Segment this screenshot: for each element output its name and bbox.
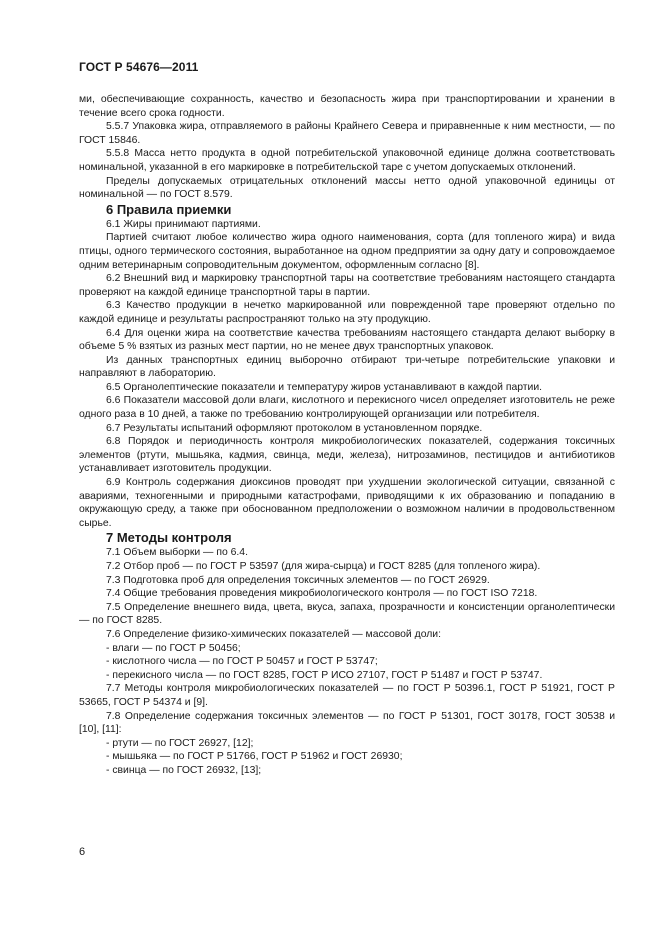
paragraph: ми, обеспечивающие сохранность, качество и безопасность жира при транспортировании и хранении в течение всего срока годности.	[79, 94, 615, 119]
paragraph: 6.4 Для оценки жира на соответствие качества требованиям настоящего стандарта делают выборку в объеме 5 % взятых из разных мест партии, но не менее двух транспортных упаковок.	[79, 327, 615, 353]
paragraph: 6.5 Органолептические показатели и температуру жиров устанавливают в каждой партии.	[106, 381, 543, 393]
paragraph: 6.2 Внешний вид и маркировку транспортной тары на соответствие требованиям настоящего стандарта проверяют на каждой единице транспортной тары в партии.	[79, 273, 615, 298]
paragraph: 7.6 Определение физико-химических показателей — массовой доли:	[106, 628, 441, 640]
paragraph: 6.6 Показатели массовой доли влаги, кислотного и перекисного чисел определяет изготовитель не реже одного раза в 10 дней, а также по требованию контролирующей организации или потребителя.	[79, 395, 615, 421]
paragraph: 6.1 Жиры принимают партиями.	[106, 218, 261, 230]
section-heading: 6 Правила приемки	[106, 201, 232, 217]
paragraph: 6.9 Контроль содержания диоксинов проводят при ухудшении экологической ситуации, связанной с авариями, техногенными и природными катастрофами, приводящими к их образованию и попаданию в окружающую среду, а также при обоснованном предположении о возможном наличии в продовольственном сырье.	[79, 477, 615, 529]
paragraph: 5.5.8 Масса нетто продукта в одной потребительской упаковочной единице должна соответствовать номинальной, указанной в его маркировке в потребительской таре с учетом допускаемых отклонений.	[79, 148, 615, 173]
section-heading: 7 Методы контроля	[106, 530, 232, 546]
paragraph: 7.8 Определение содержания токсичных элементов — по ГОСТ Р 51301, ГОСТ 30178, ГОСТ 30538 и [10], [11]:	[79, 710, 615, 736]
list-item: - мышьяка — по ГОСТ Р 51766, ГОСТ Р 51962 и ГОСТ 26930;	[106, 751, 403, 763]
list-item: - влаги — по ГОСТ Р 50456;	[106, 642, 241, 654]
paragraph: Партией считают любое количество жира одного наименования, сорта (для топленого жира) и вида птицы, одного термического состояния, выработанное на одном предприятии за одну дату и сопровождаемое одним ветеринарным сопроводительным документом, оформленным согласно [8].	[79, 232, 615, 271]
page-number: 6	[79, 846, 86, 858]
paragraph: Из данных транспортных единиц выборочно отбирают три-четыре потребительские упаковки и направляют в лабораторию.	[79, 354, 615, 380]
paragraph: 7.3 Подготовка проб для определения токсичных элементов — по ГОСТ 26929.	[106, 574, 490, 586]
document-body	[79, 93, 615, 778]
paragraph: 7.7 Методы контроля микробиологических показателей — по ГОСТ Р 50396.1, ГОСТ Р 51921, ГОСТ Р 53665, ГОСТ Р 54374 и [9].	[79, 683, 615, 708]
paragraph: 6.7 Результаты испытаний оформляют протоколом в установленном порядке.	[106, 422, 483, 434]
paragraph: 7.5 Определение внешнего вида, цвета, вкуса, запаха, прозрачности и консистенции органолептически — по ГОСТ 8285.	[79, 601, 615, 627]
list-item: - перекисного числа — по ГОСТ 8285, ГОСТ Р ИСО 27107, ГОСТ Р 51487 и ГОСТ Р 53747.	[106, 669, 543, 681]
list-item: - кислотного числа — по ГОСТ Р 50457 и ГОСТ Р 53747;	[106, 656, 378, 668]
list-item: - ртути — по ГОСТ 26927, [12];	[106, 737, 254, 749]
paragraph: 7.2 Отбор проб — по ГОСТ Р 53597 (для жира-сырца) и ГОСТ 8285 (для топленого жира).	[106, 561, 541, 572]
paragraph: 7.1 Объем выборки — по 6.4.	[106, 547, 248, 559]
paragraph: 7.4 Общие требования проведения микробиологического контроля — по ГОСТ ISO 7218.	[106, 588, 538, 600]
paragraph: 6.3 Качество продукции в нечетко маркированной или поврежденной таре проверяют отдельно по каждой единице и результаты распространяют только на эту продукцию.	[79, 300, 615, 325]
document-header: ГОСТ Р 54676—2011	[79, 60, 199, 74]
paragraph: Пределы допускаемых отрицательных отклонений массы нетто одной упаковочной единицы от номинальной — по ГОСТ 8.579.	[79, 175, 615, 201]
paragraph: 5.5.7 Упаковка жира, отправляемого в районы Крайнего Севера и приравненные к ним местности, — по ГОСТ 15846.	[79, 121, 615, 146]
paragraph: 6.8 Порядок и периодичность контроля микробиологических показателей, содержания токсичных элементов (ртути, мышьяка, кадмия, свинца, меди, железа), нитрозаминов, пестицидов и антибиотиков устанавливает изготовитель продукции.	[79, 436, 615, 475]
list-item: - свинца — по ГОСТ 26932, [13];	[106, 764, 262, 776]
